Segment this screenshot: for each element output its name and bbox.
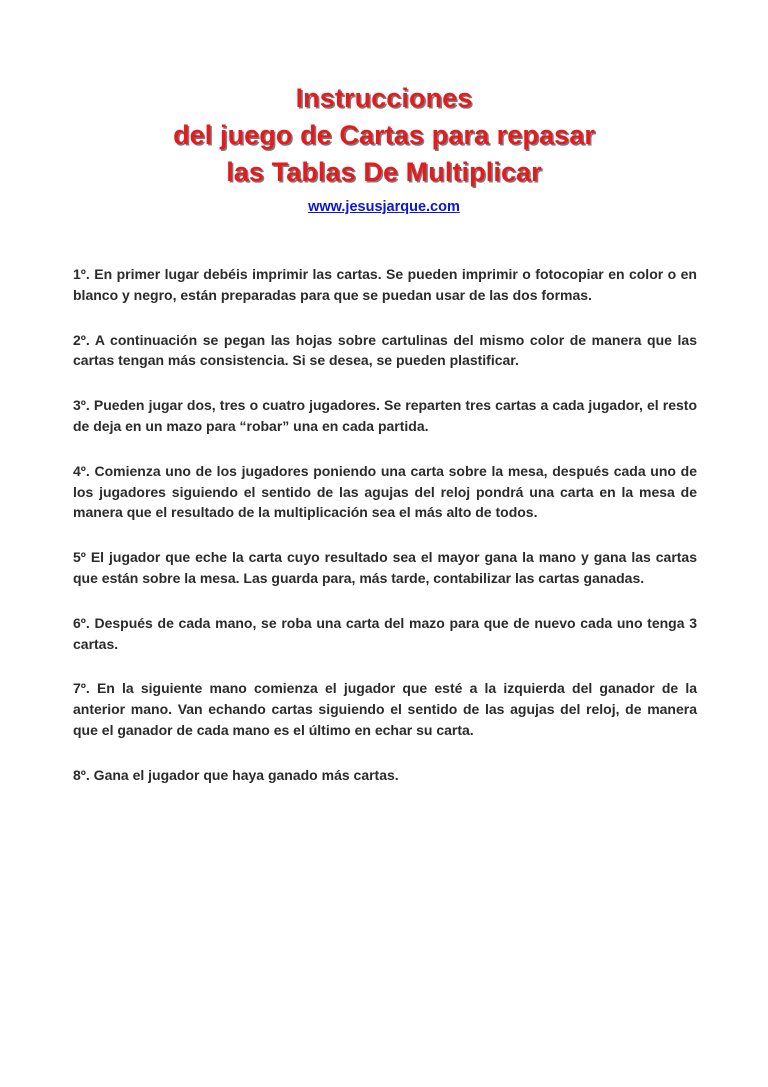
instructions-body [73,264,697,810]
instruction-step-2: 2º. A continuación se pegan las hojas sobre cartulinas del mismo color de manera que las cartas tengan más consistencia. Si se desea, se pueden plastificar. [73,331,697,369]
instruction-step-8: 8º. Gana el jugador que haya ganado más cartas. [73,766,399,783]
website-link[interactable]: www.jesusjarque.com [308,199,460,215]
instruction-step-5: 5º El jugador que eche la carta cuyo resultado sea el mayor gana la mano y gana las cartas que están sobre la mesa. Las guarda para, más tarde, contabilizar las cartas ganadas. [73,549,697,586]
title-line-1: Instrucciones [295,83,473,113]
instruction-step-1: 1º. En primer lugar debéis imprimir las cartas. Se pueden imprimir o fotocopiar en color o en blanco y negro, están preparadas para que se puedan usar de las dos formas. [73,266,697,303]
title-block [0,80,768,216]
instruction-step-3: 3º. Pueden jugar dos, tres o cuatro jugadores. Se reparten tres cartas a cada jugador, el resto de deja en un mazo para “robar” una en cada partida. [73,397,697,434]
title-line-3: las Tablas De Multiplicar [226,157,542,187]
title-line-2: del juego de Cartas para repasar [173,120,595,150]
instruction-step-4: 4º. Comienza uno de los jugadores poniendo una carta sobre la mesa, después cada uno de los jugadores siguiendo el sentido de las agujas del reloj pondrá una carta en la mesa de manera que el resultado de la multiplicación sea el más alto de todos. [73,462,697,521]
instruction-step-6: 6º. Después de cada mano, se roba una carta del mazo para que de nuevo cada uno tenga 3 cartas. [73,614,697,652]
instruction-step-7: 7º. En la siguiente mano comienza el jugador que esté a la izquierda del ganador de la anterior mano. Van echando cartas siguiendo el sentido de las agujas del reloj, de manera que el ganador de cada mano es el último en echar su carta. [73,680,697,738]
